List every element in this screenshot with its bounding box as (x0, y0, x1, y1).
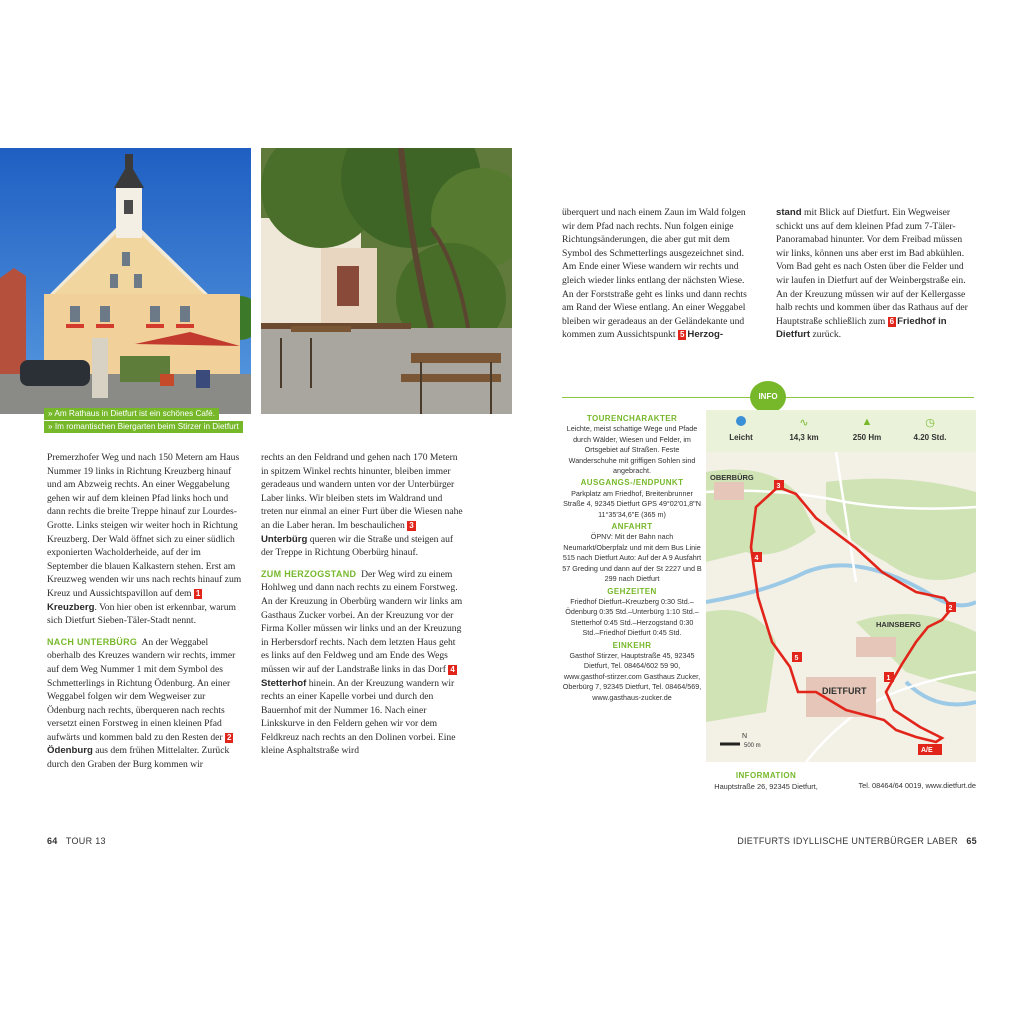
tourencharakter-text: Leichte, meist schattige Wege und Pfade durch Wälder, Wiesen und Felder, im Ortsgebiet auf Straßen. Feste Wanderschuhe mit griffigen Sohlen sind angebracht. (566, 424, 698, 476)
waypoint-marker-1: 1 (195, 588, 201, 598)
text: An der Weggabel oberhalb des Kreuzes wandern wir rechts, immer auf dem Weg Nummer 1 mit dem Symbol des Schmetterlings in Richtung Ödenburg. An einer Weggabel folgen wir dem Wegweiser zur Ödenburg nach rechts, überqueren nach rechts versetzt einen Forstweg in einen kleinen Pfad aufwärts und kommen bald zu den Resten der (47, 636, 236, 743)
info-details (562, 414, 702, 705)
paragraph (261, 568, 463, 758)
page-footer-left (47, 836, 106, 846)
map-label-hainsberg: HAINSBERG (876, 620, 922, 629)
text: mit Blick auf Dietfurt. Ein Wegweiser schickt uns auf dem kleinen Pfad zum 7-Täler-Panoramabad hinunter. Vor dem Freibad müssen wir links, können uns aber erst im Bad abkühlen. Vom Bad geht es nach Osten über die Felder und wir laufen in Dietfurt auf der Weinbergstraße ein. An der Kreuzung müssen wir auf der Kellergasse halb rechts und kommen über das Rathaus auf der Hauptstraße schließlich zum (776, 207, 968, 327)
page-number: 64 (47, 836, 58, 846)
time-icon: ◷ (925, 417, 935, 429)
text: aus dem frühen Mittelalter. Zurück durch den Graben der Burg kommen wir (47, 745, 230, 771)
information-block (708, 771, 824, 792)
tour-stats (706, 410, 976, 452)
svg-text:3: 3 (776, 483, 781, 490)
text: . Von hier oben ist erkennbar, warum sich Dietfurt Sieben-Täler-Stadt nennt. (47, 601, 236, 627)
waypoint-marker-4: 4 (450, 664, 455, 674)
town-hall-photo (0, 148, 251, 414)
svg-text:1: 1 (886, 675, 891, 682)
tourencharakter-title: TOURENCHARAKTER (586, 414, 678, 423)
distance-value: 14,3 km (789, 433, 819, 442)
anfahrt-title: ANFAHRT (611, 522, 653, 532)
right-page (512, 148, 1024, 860)
svg-text:2: 2 (948, 605, 953, 612)
paragraph (261, 451, 463, 560)
section-subheading: ZUM HERZOGSTAND (261, 568, 357, 579)
paragraph (776, 206, 976, 342)
anfahrt-text: ÖPNV: Mit der Bahn nach Neumarkt/Oberpfalz und mit dem Bus Linie 515 nach Dietfurt Auto: Auf der A 9 Ausfahrt 57 Greding und dann auf der St 2227 und B 299 nach Dietfurt (562, 532, 702, 584)
photo-caption-1: » Am Rathaus in Dietfurt ist ein schönes Café. (44, 408, 219, 420)
text: überquert und nach einem Zaun im Wald folgen wir dem Pfad nach rechts. Nun folgen einige Richtungsänderungen, die aber gut mit dem Symbol des Schmetterlings ausgezeichnet sind. Am Ende einer Wiese wandern wir rechts und gleich wieder links entlang der nächsten Wiese. An der Forststraße geht es links und dann rechts am Rand der Wiese entlang. An einer Weggabel bleiben wir geradeaus an der Geländekante und kommen zum Aussichtspunkt (562, 207, 747, 341)
waypoint-name: Friedhof in Dietfurt (776, 315, 947, 341)
waypoint-name: Herzog- (687, 329, 724, 341)
information-contact (852, 781, 976, 792)
elevation-value: 250 Hm (852, 433, 882, 442)
left-column-2 (261, 451, 463, 758)
elevation-icon: ▲ (861, 416, 873, 428)
waypoint-marker-3: 3 (409, 520, 414, 530)
distance-icon: ∿ (799, 417, 809, 429)
gehzeiten-title: GEHZEITEN (607, 586, 657, 596)
page-footer-right (737, 836, 977, 846)
text: Premerzhofer Weg und nach 150 Metern am Haus Nummer 19 links in Richtung Kreuzberg hinauf und am Abzweig rechts. An einer Weggabelung gehen wir auf dem kleinen Pfad links hoch und dann rechts die breite Treppe hinauf zur Lourdes-Grotte. Links steigen wir weiter hoch in Richtung Kreuzberg. Der Wald öffnet sich zu einer südlich exponierten Wacholderheide, auf der im September die blauen Kalkastern stehen. Erst am Kreuzweg wenden wir uns nach rechts hinauf zum Kreuz und Aussichtspavillon auf dem (47, 452, 242, 599)
text: zurück. (812, 329, 842, 341)
text: Der Weg wird zu einem Hohlweg und dann nach rechts zu einem Forstweg. An der Kreuzung in Oberbürg wandern wir links am Gasthaus Zucker vorbei. An der Kreuzung vor der Firma Koller müssen wir links und an der Kreuzung in Herbersdorf rechts. Nach dem letzten Haus geht es links auf den Feldweg und am Ende des Wegs müssen wir auf der Landstraße links in das Dorf (261, 568, 463, 675)
time-value: 4.20 Std. (913, 433, 947, 442)
information-phone-web: Tel. 08464/64 0019, www.dietfurt.de (858, 781, 976, 790)
waypoint-marker-5: 5 (679, 330, 685, 340)
svg-text:A/E: A/E (921, 747, 933, 754)
text: rechts an den Feldrand und gehen nach 170 Metern in spitzem Winkel rechts hinunter, bleiben immer geradeaus und wandern unten vor der Unterbürger Laber links. Wir bleiben stets im Waldrand und treten nur einmal an einer Furt über die Wiesen nahe an die Laber heran. Im beschaulichen (261, 452, 463, 531)
waypoint-name: Unterbürg (261, 533, 308, 545)
paragraph (562, 206, 758, 342)
right-column-2 (776, 206, 976, 342)
paragraph (47, 636, 243, 772)
difficulty-value: Leicht (729, 433, 753, 442)
waypoint-marker-2: 2 (226, 732, 232, 742)
left-page (0, 148, 512, 860)
section-subheading: NACH UNTERBÜRG (47, 636, 138, 647)
text: hinein. An der Kreuzung wandern wir rechts an einer Kapelle vorbei und durch den Bauernhof mit der Nummer 16. Nach einer Linkskurve in den Feldern gehen wir vor dem Feldkreuz nach rechts an den Dolinen vorbei. Eine kleine Asphaltstraße wird (261, 677, 456, 757)
chapter-label: DIETFURTS IDYLLISCHE UNTERBÜRGER LABER (737, 836, 958, 846)
svg-text:N: N (742, 733, 748, 740)
ausgang-text: Parkplatz am Friedhof, Breitenbrunner Straße 4, 92345 Dietfurt GPS 49°02'01,8"N 11°35'34,6"E (365 m) (563, 488, 701, 519)
gehzeiten-text: Friedhof Dietfurt–Kreuzberg 0:30 Std.–Ödenburg 0:35 Std.–Unterbürg 1:10 Std.–Stetterhof 0:45 Std.–Herzogstand 0:30 Std.–Friedhof Dietfurt 0:45 Std. (565, 596, 699, 638)
svg-text:4: 4 (754, 555, 759, 562)
information-title: INFORMATION (735, 771, 797, 780)
route-map (706, 452, 976, 762)
page-number: 65 (966, 836, 977, 846)
waypoint-name: stand (776, 207, 802, 218)
tour-label: TOUR 13 (65, 836, 106, 846)
einkehr-text: Gasthof Stirzer, Hauptstraße 45, 92345 Dietfurt, Tel. 08464/602 59 90, www.gasthof-stirzer.com Gasthaus Zucker, Oberbürg 7, 92345 Dietfurt, Tel. 08464/569, www.gasthaus-zucker.de (562, 650, 702, 702)
right-column-1 (562, 206, 758, 342)
left-column-1 (47, 451, 243, 772)
svg-text:5: 5 (794, 655, 799, 662)
text: queren wir die Straße und steigen auf der Treppe in Richtung Oberbürg hinauf. (261, 533, 454, 559)
map-scale: 500 m (744, 743, 761, 749)
waypoint-name: Stetterhof (261, 677, 307, 689)
map-label-oberbuerg: OBERBÜRG (710, 473, 754, 482)
map-label-dietfurt: DIETFURT (822, 686, 867, 696)
waypoint-marker-6: 6 (889, 316, 895, 326)
difficulty-dot-icon (716, 416, 766, 429)
waypoint-name: Ödenburg (47, 745, 93, 757)
beer-garden-photo (261, 148, 512, 414)
waypoint-name: Kreuzberg (47, 601, 95, 613)
information-address: Hauptstraße 26, 92345 Dietfurt, (714, 781, 818, 791)
paragraph (47, 451, 243, 628)
ausgang-title: AUSGANGS-/ENDPUNKT (580, 478, 684, 488)
photo-caption-2: » Im romantischen Biergarten beim Stirzer in Dietfurt (44, 421, 243, 433)
einkehr-title: EINKEHR (612, 640, 652, 650)
info-badge: INFO (750, 381, 786, 413)
